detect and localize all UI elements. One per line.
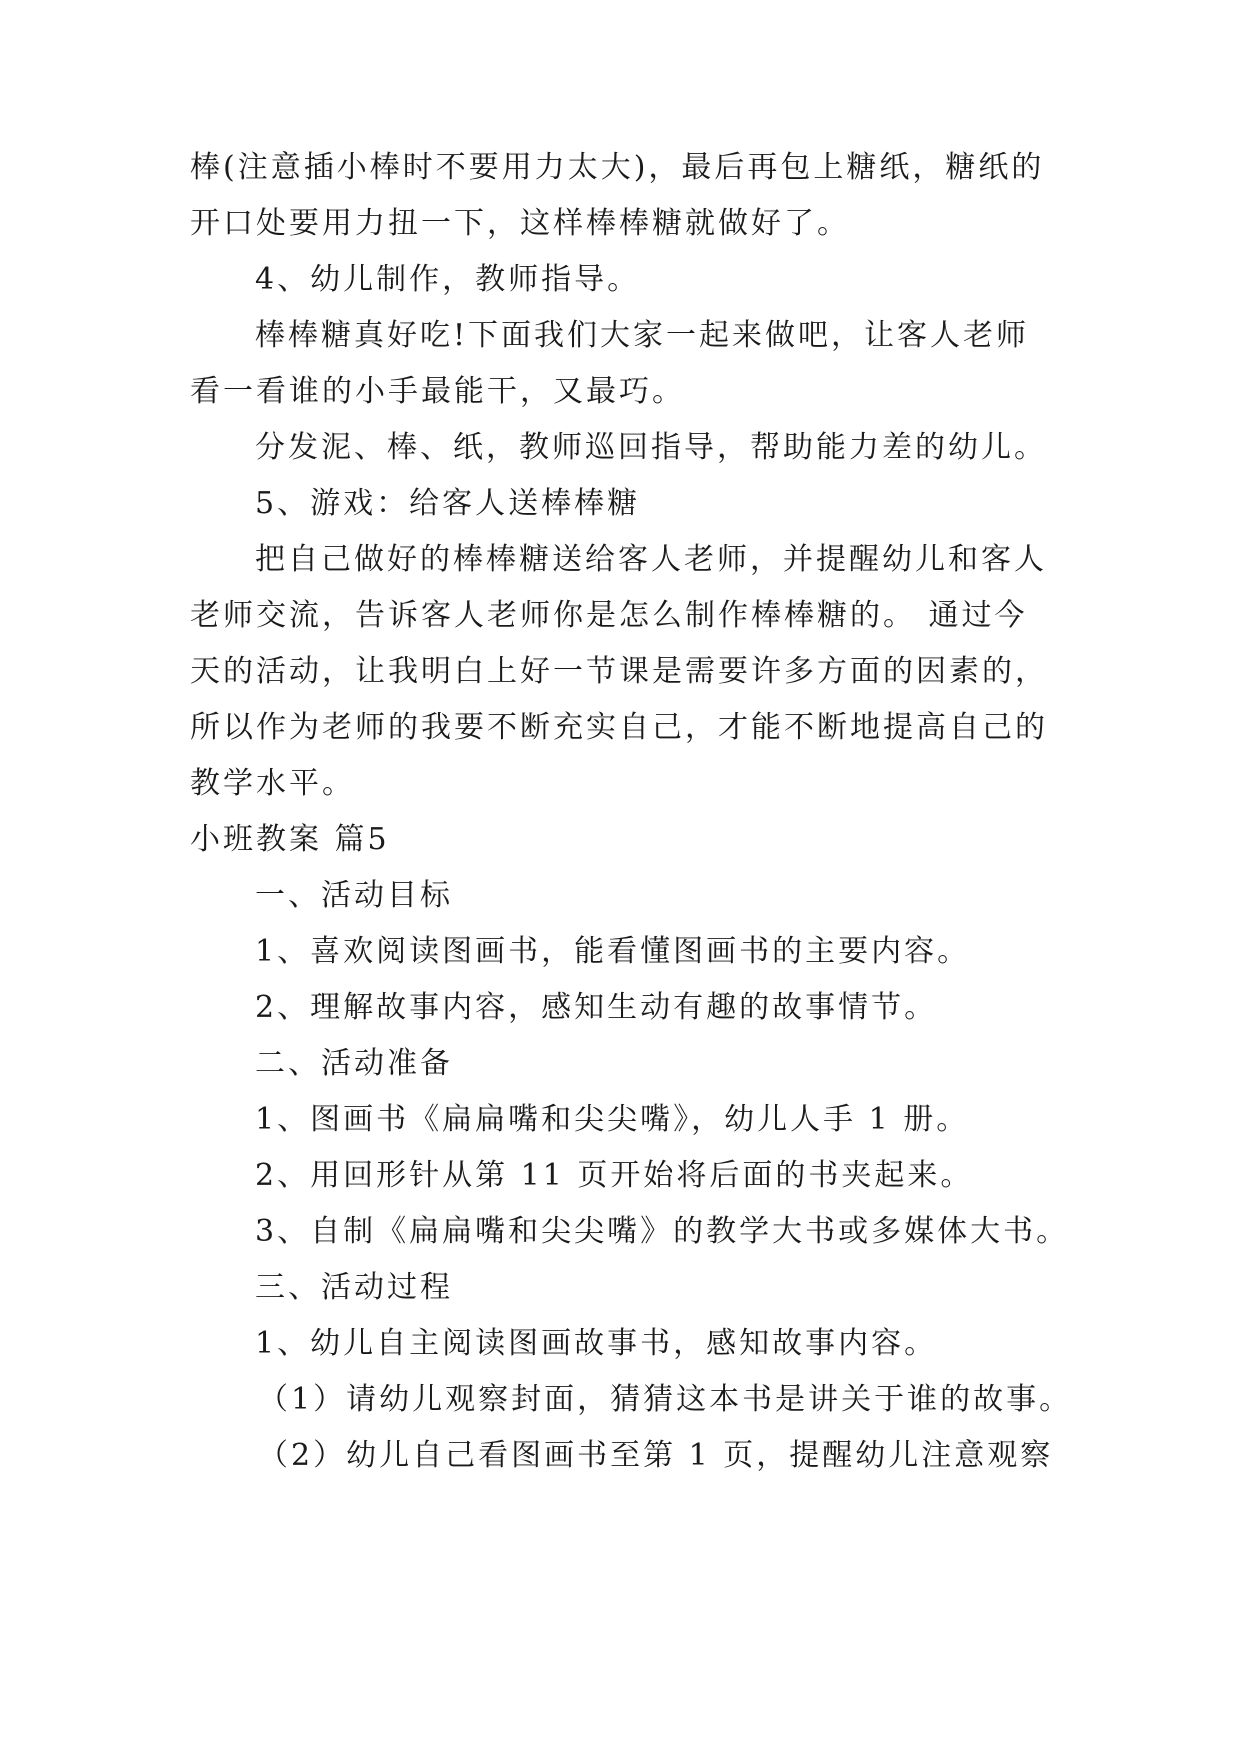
text-line: 5、游戏：给客人送棒棒糖: [255, 486, 641, 521]
text-line: 把自己做好的棒棒糖送给客人老师，并提醒幼儿和客人: [255, 542, 1047, 577]
list-item: （2）幼儿自己看图画书至第 1 页，提醒幼儿注意观察: [258, 1438, 1054, 1473]
list-item: （1）请幼儿观察封面，猜猜这本书是讲关于谁的故事。: [258, 1382, 1073, 1417]
list-item: 3、自制《扁扁嘴和尖尖嘴》的教学大书或多媒体大书。: [255, 1214, 1070, 1249]
text-line: 开口处要用力扭一下，这样棒棒糖就做好了。: [190, 206, 850, 241]
subheading: 三、活动过程: [255, 1270, 453, 1305]
text-line: 天的活动，让我明白上好一节课是需要许多方面的因素的，: [190, 654, 1048, 689]
text-line: 所以作为老师的我要不断充实自己，才能不断地提高自己的: [190, 710, 1048, 745]
text-line: 4、幼儿制作，教师指导。: [255, 262, 641, 297]
text-line: 棒(注意插小棒时不要用力太大)，最后再包上糖纸，糖纸的: [190, 150, 1045, 185]
list-item: 2、用回形针从第 11 页开始将后面的书夹起来。: [255, 1158, 974, 1193]
text-line: 看一看谁的小手最能干，又最巧。: [190, 374, 685, 409]
list-item: 1、幼儿自主阅读图画故事书，感知故事内容。: [255, 1326, 938, 1361]
text-line: 老师交流，告诉客人老师你是怎么制作棒棒糖的。 通过今: [190, 598, 1028, 633]
text-line: 棒棒糖真好吃!下面我们大家一起来做吧，让客人老师: [255, 318, 1030, 353]
subheading: 二、活动准备: [255, 1046, 453, 1081]
section-heading: 小班教案 篇5: [190, 822, 390, 857]
subheading: 一、活动目标: [255, 878, 453, 913]
list-item: 1、图画书《扁扁嘴和尖尖嘴》，幼儿人手 1 册。: [255, 1102, 970, 1137]
text-line: 分发泥、棒、纸，教师巡回指导，帮助能力差的幼儿。: [255, 430, 1047, 465]
list-item: 1、喜欢阅读图画书，能看懂图画书的主要内容。: [255, 934, 971, 969]
text-line: 教学水平。: [190, 766, 355, 801]
list-item: 2、理解故事内容，感知生动有趣的故事情节。: [255, 990, 938, 1025]
